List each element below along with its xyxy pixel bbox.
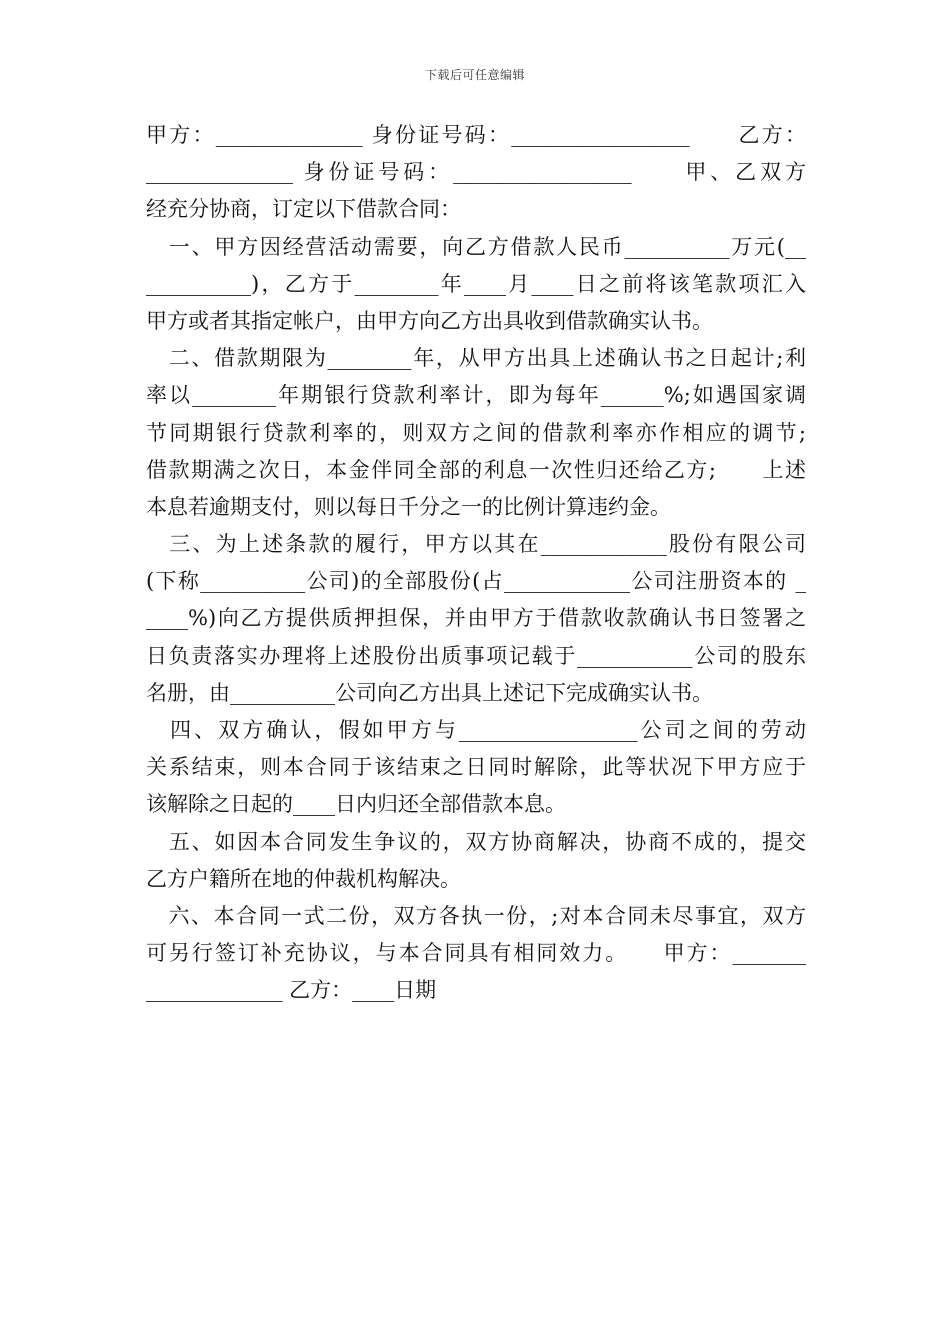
contract-line-clause-1: 甲方或者其指定帐户，由甲方向乙方出具收到借款确实认书。 — [146, 308, 713, 333]
contract-line-clause-6: 六、本合同一式二份，双方各执一份，;对本合同未尽事宜，双方 — [146, 903, 806, 928]
contract-line-clause-2: 率以________年期银行贷款利率计，即为每年______%;如遇国家调 — [146, 383, 806, 408]
contract-line-intro: 经充分协商，订定以下借款合同： — [146, 197, 461, 222]
contract-line-clause-6: 可另行签订补充协议，与本合同具有相同效力。 甲方：_______ — [146, 941, 806, 966]
contract-line-clause-3: ____%)向乙方提供质押担保，并由甲方于借款收款确认书日签署之 — [146, 606, 806, 631]
contract-line-signature: _____________ 乙方：____日期 — [146, 978, 437, 1003]
contract-line-clause-4: 关系结束，则本合同于该结束之日同时解除，此等状况下甲方应于 — [146, 755, 806, 780]
contract-line-clause-3: 名册，由__________公司向乙方出具上述记下完成确实认书。 — [146, 680, 713, 705]
contract-line-clause-1: __________)，乙方于________年____月____日之前将该笔款项汇入 — [146, 271, 806, 296]
contract-line-clause-5: 五、如因本合同发生争议的，双方协商解决，协商不成的，提交 — [146, 829, 806, 854]
contract-line-clause-4: 四、双方确认，假如甲方与_________________公司之间的劳动 — [146, 718, 806, 742]
contract-line-clause-3: 三、为上述条款的履行，甲方以其在____________股份有限公司 — [146, 532, 806, 557]
contract-body — [146, 117, 806, 1010]
contract-line-clause-4: 该解除之日起的____日内归还全部借款本息。 — [146, 792, 566, 817]
contract-line-party-a: 甲方：______________ 身份证号码：_________________ 乙方： — [146, 123, 806, 147]
page-header-note: 下载后可任意编辑 — [424, 68, 525, 82]
contract-line-clause-3: 日负责落实办理将上述股份出质事项记载于___________公司的股东 — [146, 643, 806, 668]
contract-line-clause-2: 节同期银行贷款利率的，则双方之间的借款利率亦作相应的调节; — [146, 420, 806, 445]
contract-line-clause-1: 一、甲方因经营活动需要，向乙方借款人民币__________万元(__ — [146, 234, 806, 259]
contract-line-clause-2: 本息若逾期支付，则以每日千分之一的比例计算违约金。 — [146, 494, 671, 519]
contract-line-clause-5: 乙方户籍所在地的仲裁机构解决。 — [146, 866, 461, 891]
contract-line-clause-3: (下称__________公司)的全部股份(占____________公司注册资本的 _ — [146, 569, 806, 594]
contract-line-clause-2: 借款期满之次日，本金伴同全部的利息一次性归还给乙方; 上述 — [146, 457, 806, 482]
contract-line-party-b: ______________ 身份证号码：_________________ 甲、乙双方 — [146, 160, 806, 185]
contract-line-clause-2: 二、借款期限为________年，从甲方出具上述确认书之日起计;利 — [146, 346, 806, 371]
